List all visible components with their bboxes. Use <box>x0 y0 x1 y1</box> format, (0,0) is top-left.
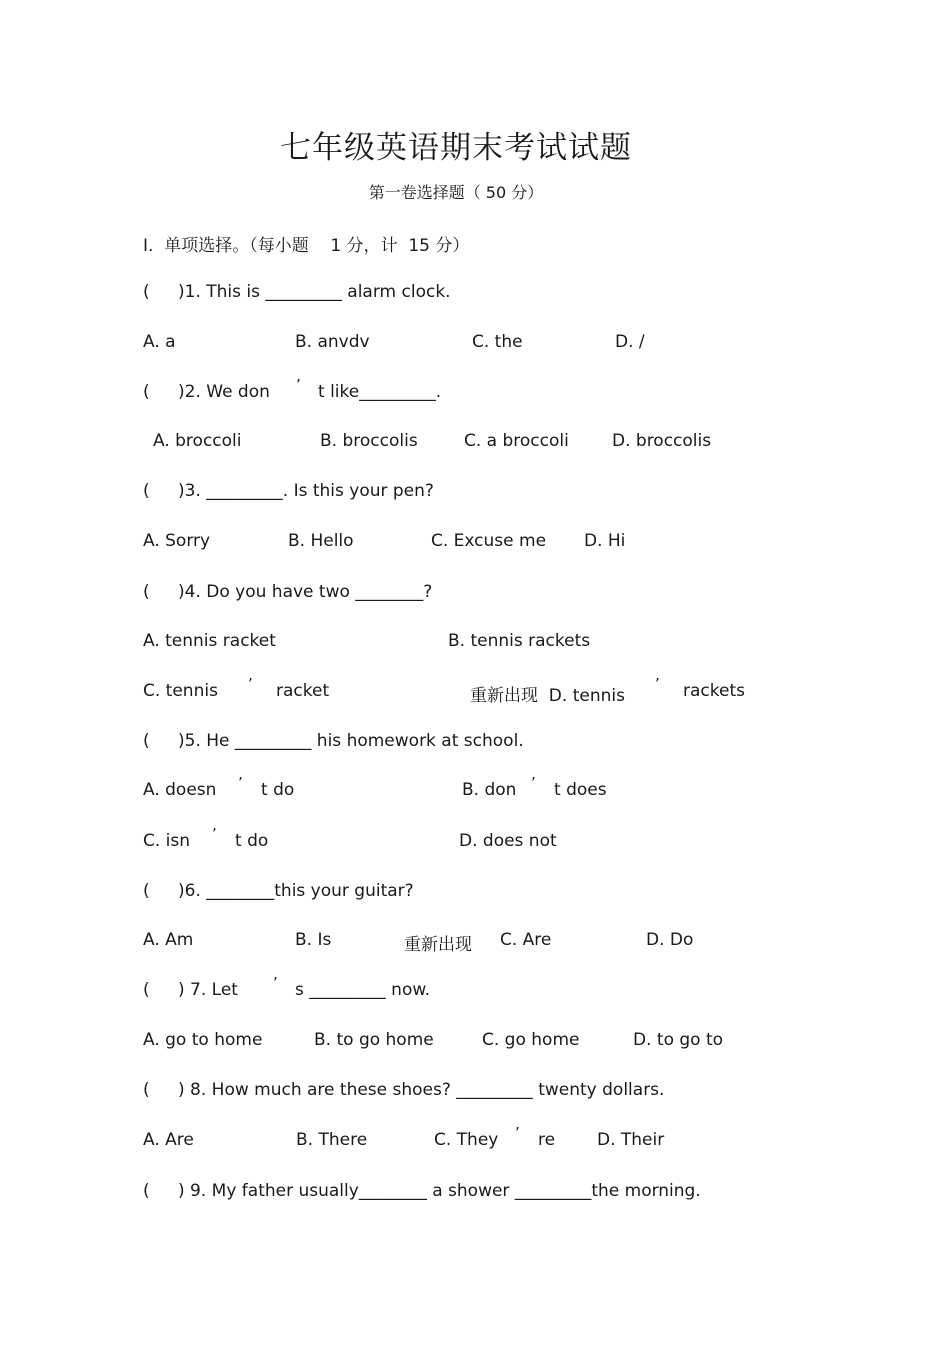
option-a: A. broccoli <box>153 431 242 451</box>
option-d: D. Their <box>597 1130 665 1150</box>
option-a: A. a <box>143 332 176 352</box>
option-a-part-2: t do <box>261 780 295 800</box>
apostrophe: ’ <box>296 376 301 394</box>
option-b-part-2: t does <box>554 780 607 800</box>
apostrophe: ’ <box>515 1124 520 1142</box>
apostrophe: ’ <box>238 774 243 792</box>
option-a: A. Are <box>143 1130 194 1150</box>
question-stem-part-1: )2. We don <box>178 382 270 402</box>
option-a: A. Sorry <box>143 531 211 551</box>
question-5 <box>0 731 950 755</box>
question-4-options-row-2 <box>0 675 950 706</box>
question-3 <box>0 481 950 505</box>
option-d: D. / <box>615 332 645 352</box>
question-3-options <box>0 531 950 555</box>
question-1-options <box>0 332 950 356</box>
option-b: B. There <box>296 1130 368 1150</box>
option-d: D. Do <box>646 930 694 950</box>
answer-paren: ( <box>143 1181 150 1201</box>
question-2-options <box>0 431 950 455</box>
option-d: D. to go to <box>633 1030 724 1050</box>
option-b: B. to go home <box>314 1030 434 1050</box>
option-a-part-1: A. doesn <box>143 780 217 800</box>
option-b: B. anvdv <box>295 332 370 352</box>
apostrophe: ’ <box>531 774 536 792</box>
question-6-options <box>0 930 950 954</box>
option-d: D. Hi <box>584 531 626 551</box>
answer-paren: ( <box>143 582 150 602</box>
question-7-options <box>0 1030 950 1054</box>
answer-paren: ( <box>143 1080 150 1100</box>
question-stem: )6. ________this your guitar? <box>178 881 414 901</box>
question-8-options <box>0 1124 950 1154</box>
question-7 <box>0 974 950 1004</box>
apostrophe: ’ <box>248 675 253 693</box>
question-stem: )4. Do you have two ________? <box>178 582 433 602</box>
question-4-options-row-1 <box>0 631 950 655</box>
option-c-part-2: racket <box>276 681 330 701</box>
option-c: C. the <box>472 332 523 352</box>
option-c: C. go home <box>482 1030 580 1050</box>
question-stem: ) 8. How much are these shoes? _________ twenty dollars. <box>178 1080 665 1100</box>
option-d: D. broccolis <box>612 431 712 451</box>
question-6 <box>0 881 950 905</box>
option-c: C. Are <box>500 930 552 950</box>
question-4 <box>0 582 950 606</box>
option-d-part-1: 重新出现 D. tennis <box>470 686 625 706</box>
answer-paren: ( <box>143 980 150 1000</box>
option-c-part-1: C. They <box>434 1130 499 1150</box>
apostrophe: ’ <box>655 675 660 693</box>
question-stem-part-2: s _________ now. <box>295 980 431 1000</box>
option-d-part-2: rackets <box>683 681 745 701</box>
answer-paren: ( <box>143 382 150 402</box>
section-heading-text: I. 单项选择。（每小题 1 分，计 15 分） <box>143 236 470 256</box>
question-5-options-row-1 <box>0 774 950 804</box>
option-a: A. Am <box>143 930 194 950</box>
question-8 <box>0 1080 950 1104</box>
option-c: C. a broccoli <box>464 431 569 451</box>
answer-paren: ( <box>143 881 150 901</box>
question-stem: )5. He _________ his homework at school. <box>178 731 524 751</box>
option-a: A. go to home <box>143 1030 263 1050</box>
question-stem: ) 9. My father usually________ a shower _________the morning. <box>178 1181 701 1201</box>
answer-paren: ( <box>143 481 150 501</box>
page-subtitle: 第一卷选择题（ 50 分） <box>368 183 544 202</box>
answer-paren: ( <box>143 282 150 302</box>
option-d: D. does not <box>459 831 557 851</box>
option-b: B. tennis rackets <box>448 631 591 651</box>
question-1 <box>0 282 950 306</box>
question-2 <box>0 376 950 406</box>
option-c-part-2: t do <box>235 831 269 851</box>
question-9 <box>0 1181 950 1205</box>
section-heading <box>0 231 950 255</box>
answer-paren: ( <box>143 731 150 751</box>
option-b: B. Hello <box>288 531 354 551</box>
reappear-note: 重新出现 <box>404 935 472 955</box>
option-b: B. Is <box>295 930 332 950</box>
option-b-part-1: B. don <box>462 780 517 800</box>
question-stem: )3. _________. Is this your pen? <box>178 481 434 501</box>
option-c-part-2: re <box>538 1130 556 1150</box>
question-stem-part-1: ) 7. Let <box>178 980 238 1000</box>
question-5-options-row-2 <box>0 825 950 855</box>
question-stem: )1. This is _________ alarm clock. <box>178 282 451 302</box>
option-b: B. broccolis <box>320 431 418 451</box>
apostrophe: ’ <box>273 974 278 992</box>
option-c-part-1: C. tennis <box>143 681 218 701</box>
option-c-part-1: C. isn <box>143 831 191 851</box>
apostrophe: ’ <box>212 825 217 843</box>
option-a: A. tennis racket <box>143 631 276 651</box>
page-title: 七年级英语期末考试试题 <box>280 130 632 166</box>
question-stem-part-2: t like_________. <box>318 382 442 402</box>
option-c: C. Excuse me <box>431 531 547 551</box>
